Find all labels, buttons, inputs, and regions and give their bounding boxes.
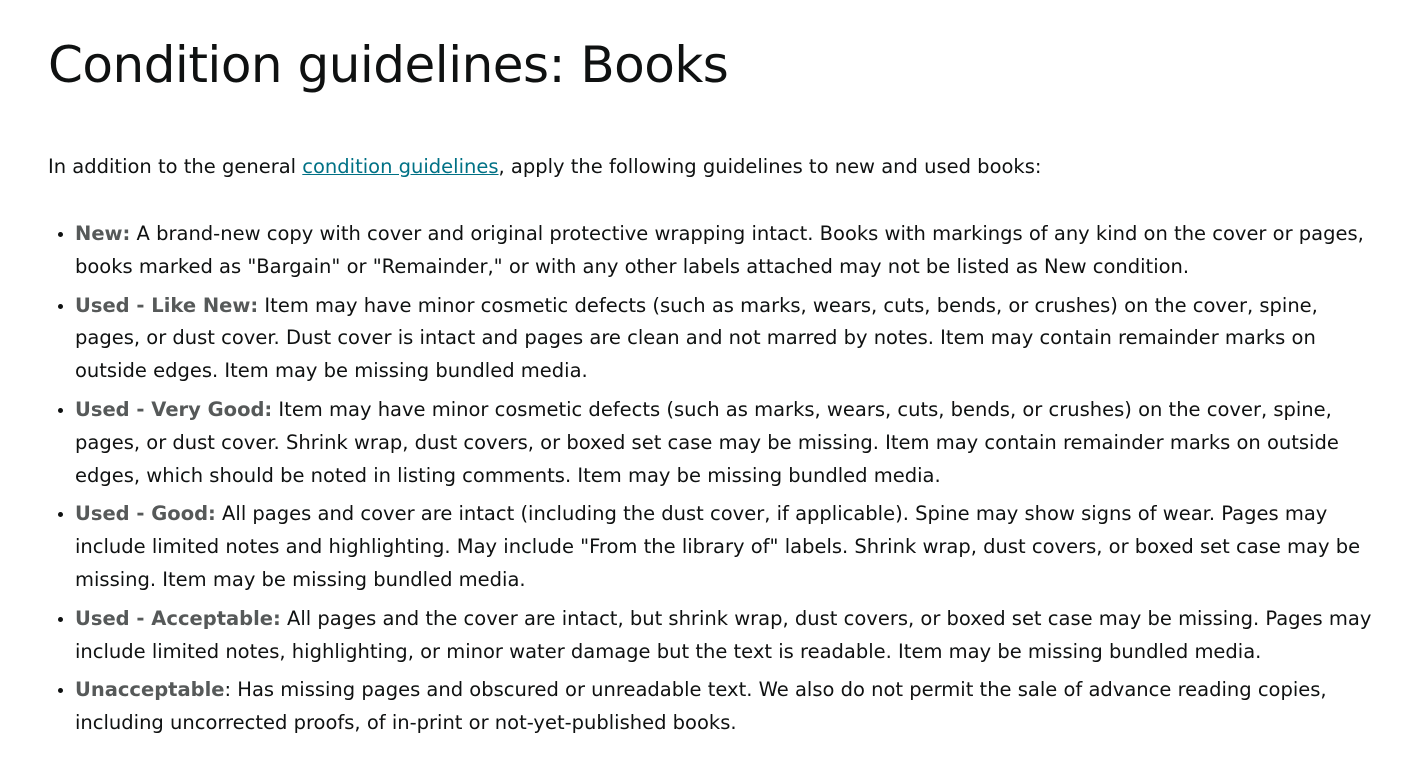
- list-item-good: [75, 498, 1383, 596]
- item-text: A brand-new copy with cover and original protective wrapping intact. Books with markings of any kind on the cover or pages, books marked as "Bargain" or "Remainder," or with any other labels attached may not be listed as New condition.: [75, 222, 1364, 278]
- page-title: Condition guidelines: Books: [48, 36, 729, 94]
- item-text: Has missing pages and obscured or unreadable text. We also do not permit the sale of advance reading copies, including uncorrected proofs, of in-print or not-yet-published books.: [75, 678, 1327, 735]
- list-item-very-good: [75, 394, 1383, 492]
- list-item-like-new: [75, 290, 1383, 388]
- item-colon: :: [224, 678, 232, 702]
- item-text: Item may have minor cosmetic defects (such as marks, wears, cuts, bends, or crushes) on the cover, spine, pages, or dust cover. Shrink wrap, dust covers, or boxed set case may be missing. Item may contain remainder marks on outside edges, which should be noted in listing comments. Item may be missing bundled media.: [75, 397, 1339, 487]
- item-label: Unacceptable: [75, 678, 225, 702]
- item-text: All pages and cover are intact (including the dust cover, if applicable). Spine may show signs of wear. Pages may include limited notes and highlighting. May include "From the library of" labels. Shrink wrap, dust covers, or boxed set case may be missing. Item may be missing bundled media.: [75, 502, 1361, 591]
- item-text: All pages and the cover are intact, but shrink wrap, dust covers, or boxed set case may be missing. Pages may include limited notes, highlighting, or minor water damage but the text is readable. Item may be missing bundled media.: [75, 606, 1372, 663]
- intro-text: In addition to the general: [48, 155, 303, 178]
- item-label: Used - Good:: [75, 502, 216, 526]
- list-item-unacceptable: [75, 674, 1383, 740]
- list-item-acceptable: [75, 603, 1383, 669]
- item-text: Item may have minor cosmetic defects (such as marks, wears, cuts, bends, or crushes) on the cover, spine, pages, or dust cover. Dust cover is intact and pages are clean and not marred by notes. Item may contain remainder marks on outside edges. Item may be missing bundled media.: [75, 293, 1318, 383]
- intro-paragraph: [48, 152, 1383, 182]
- intro-text-end: , apply the following guidelines to new and used books:: [498, 155, 1042, 178]
- condition-guidelines-link[interactable]: condition guidelines: [302, 155, 499, 178]
- item-label: New:: [75, 222, 131, 245]
- item-label: Used - Acceptable:: [75, 606, 281, 630]
- item-label: Used - Like New:: [75, 293, 259, 317]
- item-label: Used - Very Good:: [75, 397, 273, 421]
- guidelines-list: [48, 218, 1383, 740]
- list-item-new: [75, 218, 1383, 284]
